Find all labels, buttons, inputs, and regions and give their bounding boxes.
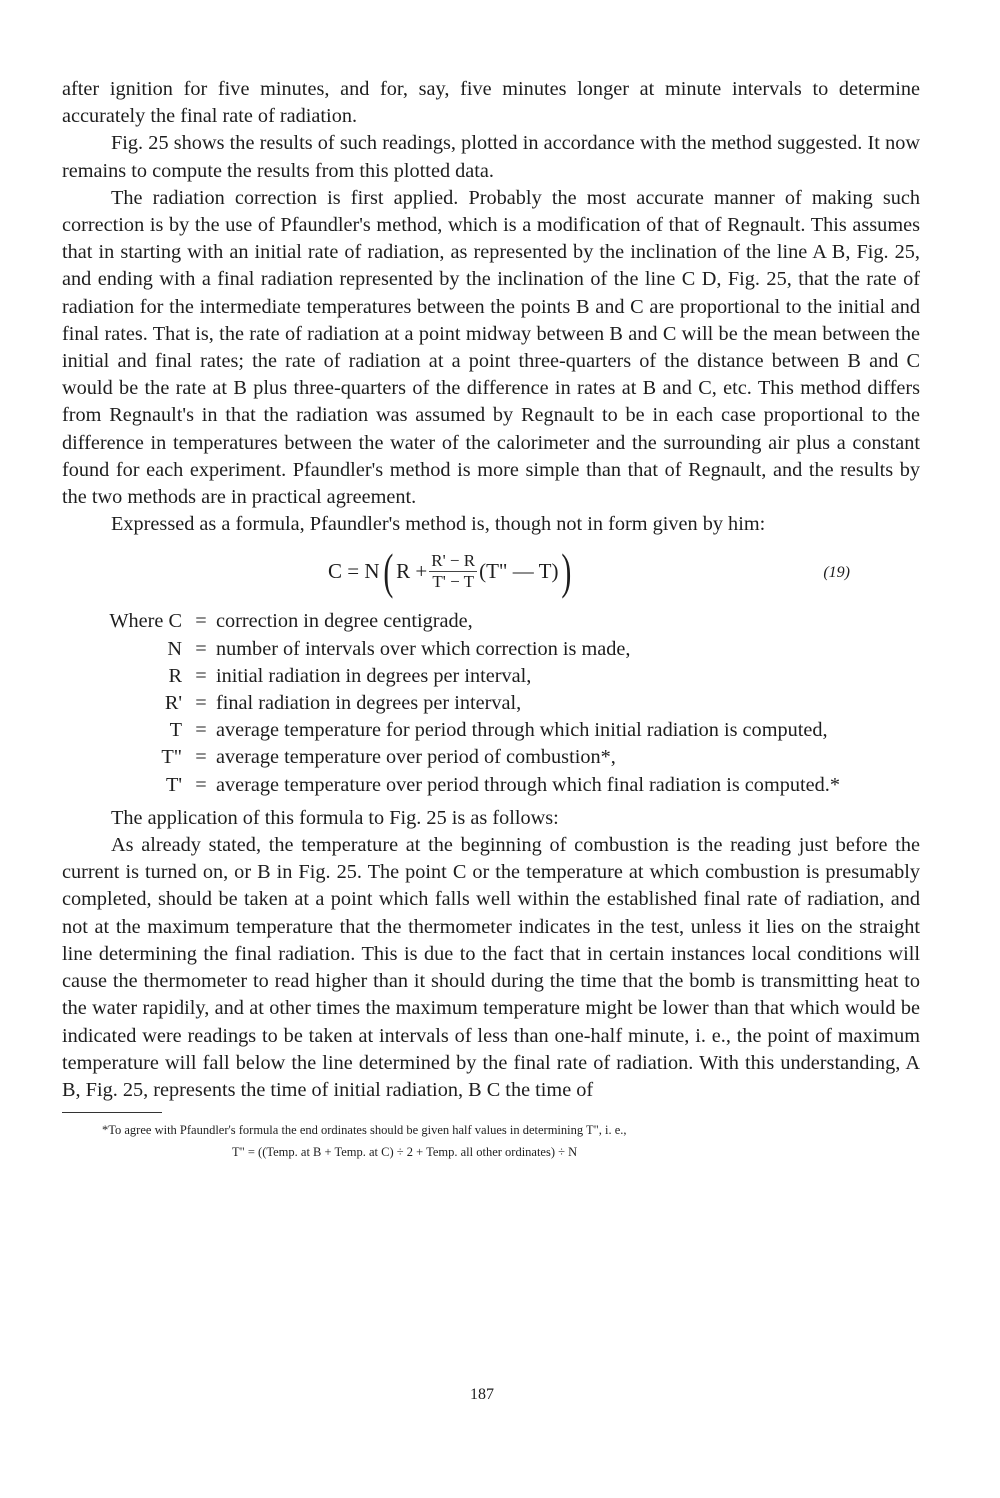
fraction-denominator: T' − T xyxy=(432,571,474,591)
definition-eq: = xyxy=(195,610,207,633)
definition-row xyxy=(62,663,920,690)
paragraph-5: The application of this formula to Fig. 25 is as follows: xyxy=(111,806,559,829)
formula-r: R + xyxy=(396,558,428,583)
definition-lead: T' xyxy=(165,773,182,796)
paragraph-4: Expressed as a formula, Pfaundler's method is, though not in form given by him: xyxy=(111,513,766,536)
definition-row xyxy=(62,717,920,744)
fraction-numerator: R' − R xyxy=(431,550,476,570)
definition-text: final radiation in degrees per interval, xyxy=(216,692,522,715)
formula-lhs: C = N xyxy=(328,558,380,583)
definition-eq: = xyxy=(195,746,207,769)
definition-row xyxy=(62,690,920,717)
formula-block xyxy=(62,544,920,604)
definition-eq: = xyxy=(195,637,207,660)
paragraph-3: The radiation correction is first applied. Probably the most accurate manner of making such correction is by the use of Pfaundler's method, which is a modification of that of Regnault. This assumes that in starting with an initial rate of radiation, as represented by the inclination of the line A B, Fig. 25, and ending with a final radiation represented by the inclination of the line C D, Fig. 25, that the rate of radiation for the intermediate temperatures between the points B and C are proportional to the initial and final rates. That is, the rate of radiation at a point midway between B and C will be the mean between the initial and final rates; the rate of radiation at a point three-quarters of the distance between B and C would be the rate at B plus three-quarters of the difference in rates at B and C, etc. This method differs from Regnault's in that the radiation was assumed by Regnault to be in each case proportional to the difference in temperatures between the water of the calorimeter and the surrounding air plus a constant found for each experiment. Pfaundler's method is more simple than that of Regnault, and the results by the two methods are in practical agreement. xyxy=(62,186,920,509)
definition-text: number of intervals over which correction is made, xyxy=(216,637,631,660)
definition-lead: Where C xyxy=(109,610,182,633)
paragraph-6: As already stated, the temperature at the beginning of combustion is the reading just before the current is turned on, or B in Fig. 25. The point C or the temperature at which combustion is presumably completed, should be taken at a point which falls well within the established final rate of radiation, and not at the maximum temperature that the thermometer indicates in the test, unless it lies on the straight line determining the final radiation. This is due to the fact that in certain instances local conditions will cause the thermometer to read higher than it should during the time that the bomb is transmitting heat to the water rapidily, and at other times the maximum temperature might be lower than that which would be indicated were readings to be taken at intervals of less than one-half minute, i. e., the point of maximum temperature will fall below the line determined by the final rate of radiation. With this understanding, A B, Fig. 25, represents the time of initial radiation, B C the time of xyxy=(62,834,920,1101)
definition-row xyxy=(62,744,920,771)
equation-number: (19) xyxy=(823,564,850,582)
definition-row xyxy=(62,608,920,635)
definition-text: average temperature for period through which initial radiation is computed, xyxy=(216,719,828,742)
paragraph-2: Fig. 25 shows the results of such readings, plotted in accordance with the method suggested. It now remains to compute the results from this plotted data. xyxy=(62,132,920,182)
pfaundler-formula xyxy=(328,543,575,600)
footnote-rule xyxy=(62,1112,162,1113)
definition-row xyxy=(62,636,920,663)
definition-eq: = xyxy=(195,664,207,687)
paragraph-1: after ignition for five minutes, and for, say, five minutes longer at minute intervals to determine accurately the final rate of radiation. xyxy=(62,78,920,128)
footnote-line-1: *To agree with Pfaundler's formula the end ordinates should be given half values in determining T", i. e., xyxy=(102,1123,627,1138)
page-number: 187 xyxy=(470,1386,494,1403)
definition-text: average temperature over period of combustion*, xyxy=(216,746,616,769)
definition-text: initial radiation in degrees per interval, xyxy=(216,664,532,687)
definition-eq: = xyxy=(195,692,207,715)
footnote-line-2: T" = ((Temp. at B + Temp. at C) ÷ 2 + Temp. all other ordinates) ÷ N xyxy=(232,1145,578,1160)
definition-eq: = xyxy=(195,719,207,742)
definition-row xyxy=(62,772,920,799)
definition-lead: R xyxy=(168,664,182,687)
left-paren: ( xyxy=(382,543,393,600)
definition-text: average temperature over period through which final radiation is computed.* xyxy=(216,773,840,796)
definition-lead: N xyxy=(167,637,182,660)
definition-lead: R' xyxy=(164,692,182,715)
formula-fraction xyxy=(429,551,477,592)
formula-tail: (T" — T) xyxy=(479,558,559,583)
definition-text: correction in degree centigrade, xyxy=(216,610,473,633)
definition-lead: T" xyxy=(161,746,182,769)
definition-lead: T xyxy=(169,719,182,742)
page-body xyxy=(62,76,920,1163)
right-paren: ) xyxy=(561,543,572,600)
definition-eq: = xyxy=(195,773,207,796)
definitions-list xyxy=(62,608,920,798)
